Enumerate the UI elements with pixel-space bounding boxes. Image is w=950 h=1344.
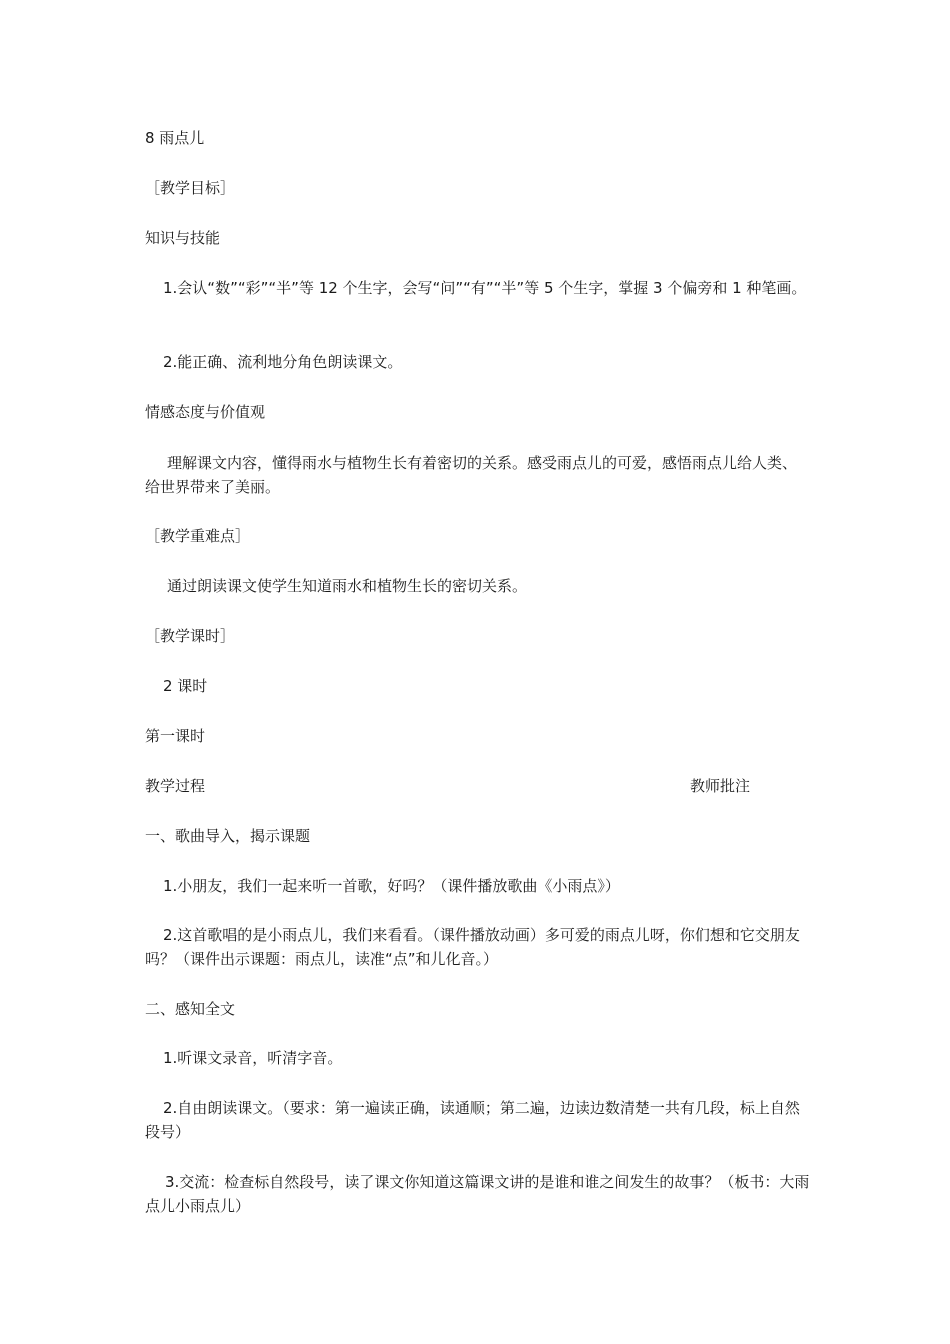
section1-item-1: 1.小朋友，我们一起来听一首歌，好吗？（课件播放歌曲《小雨点》） (163, 877, 620, 895)
key-item-1: 通过朗读课文使学生知道雨水和植物生长的密切关系。 (167, 577, 528, 595)
section2-item-3: 3.交流：检查标自然段号，读了课文你知道这篇课文讲的是谁和谁之间发生的故事？（板书：大雨点儿小雨点儿） (145, 1173, 810, 1215)
section1-heading: 一、歌曲导入，揭示课题 (145, 827, 311, 845)
lesson-title: 8 雨点儿 (145, 129, 205, 147)
section2-item-1: 1.听课文录音，听清字音。 (163, 1049, 343, 1067)
goals-heading: ［教学目标］ (145, 179, 236, 197)
knowledge-item-1: 1.会认“数”“彩”“半”等 12 个生字，会写“问”“有”“半”等 5 个生字，掌握 3 个偏旁和 1 种笔画。 (163, 279, 807, 297)
key-heading: ［教学重难点］ (145, 527, 251, 545)
section2-heading: 二、感知全文 (145, 1000, 236, 1018)
process-label: 教学过程 (145, 777, 206, 795)
teacher-notes-label: 教师批注 (690, 777, 751, 795)
emotion-item-1: 理解课文内容，懂得雨水与植物生长有着密切的关系。感受雨点儿的可爱，感悟雨点儿给人类、给世界带来了美丽。 (145, 454, 798, 496)
first-lesson-heading: 第一课时 (145, 727, 206, 745)
knowledge-item-2: 2.能正确、流利地分角色朗读课文。 (163, 353, 403, 371)
hours-item-1: 2 课时 (163, 677, 208, 695)
section2-item-2: 2.自由朗读课文。（要求：第一遍读正确，读通顺；第二遍，边读边数清楚一共有几段，标上自然段号） (145, 1099, 800, 1141)
hours-heading: ［教学课时］ (145, 627, 236, 645)
process-header-row (145, 774, 755, 798)
knowledge-heading: 知识与技能 (145, 229, 221, 247)
section1-item-2: 2.这首歌唱的是小雨点儿，我们来看看。（课件播放动画）多可爱的雨点儿呀，你们想和它交朋友吗？（课件出示课题：雨点儿，读准“点”和儿化音。） (145, 926, 800, 968)
emotion-heading: 情感态度与价值观 (145, 403, 266, 421)
